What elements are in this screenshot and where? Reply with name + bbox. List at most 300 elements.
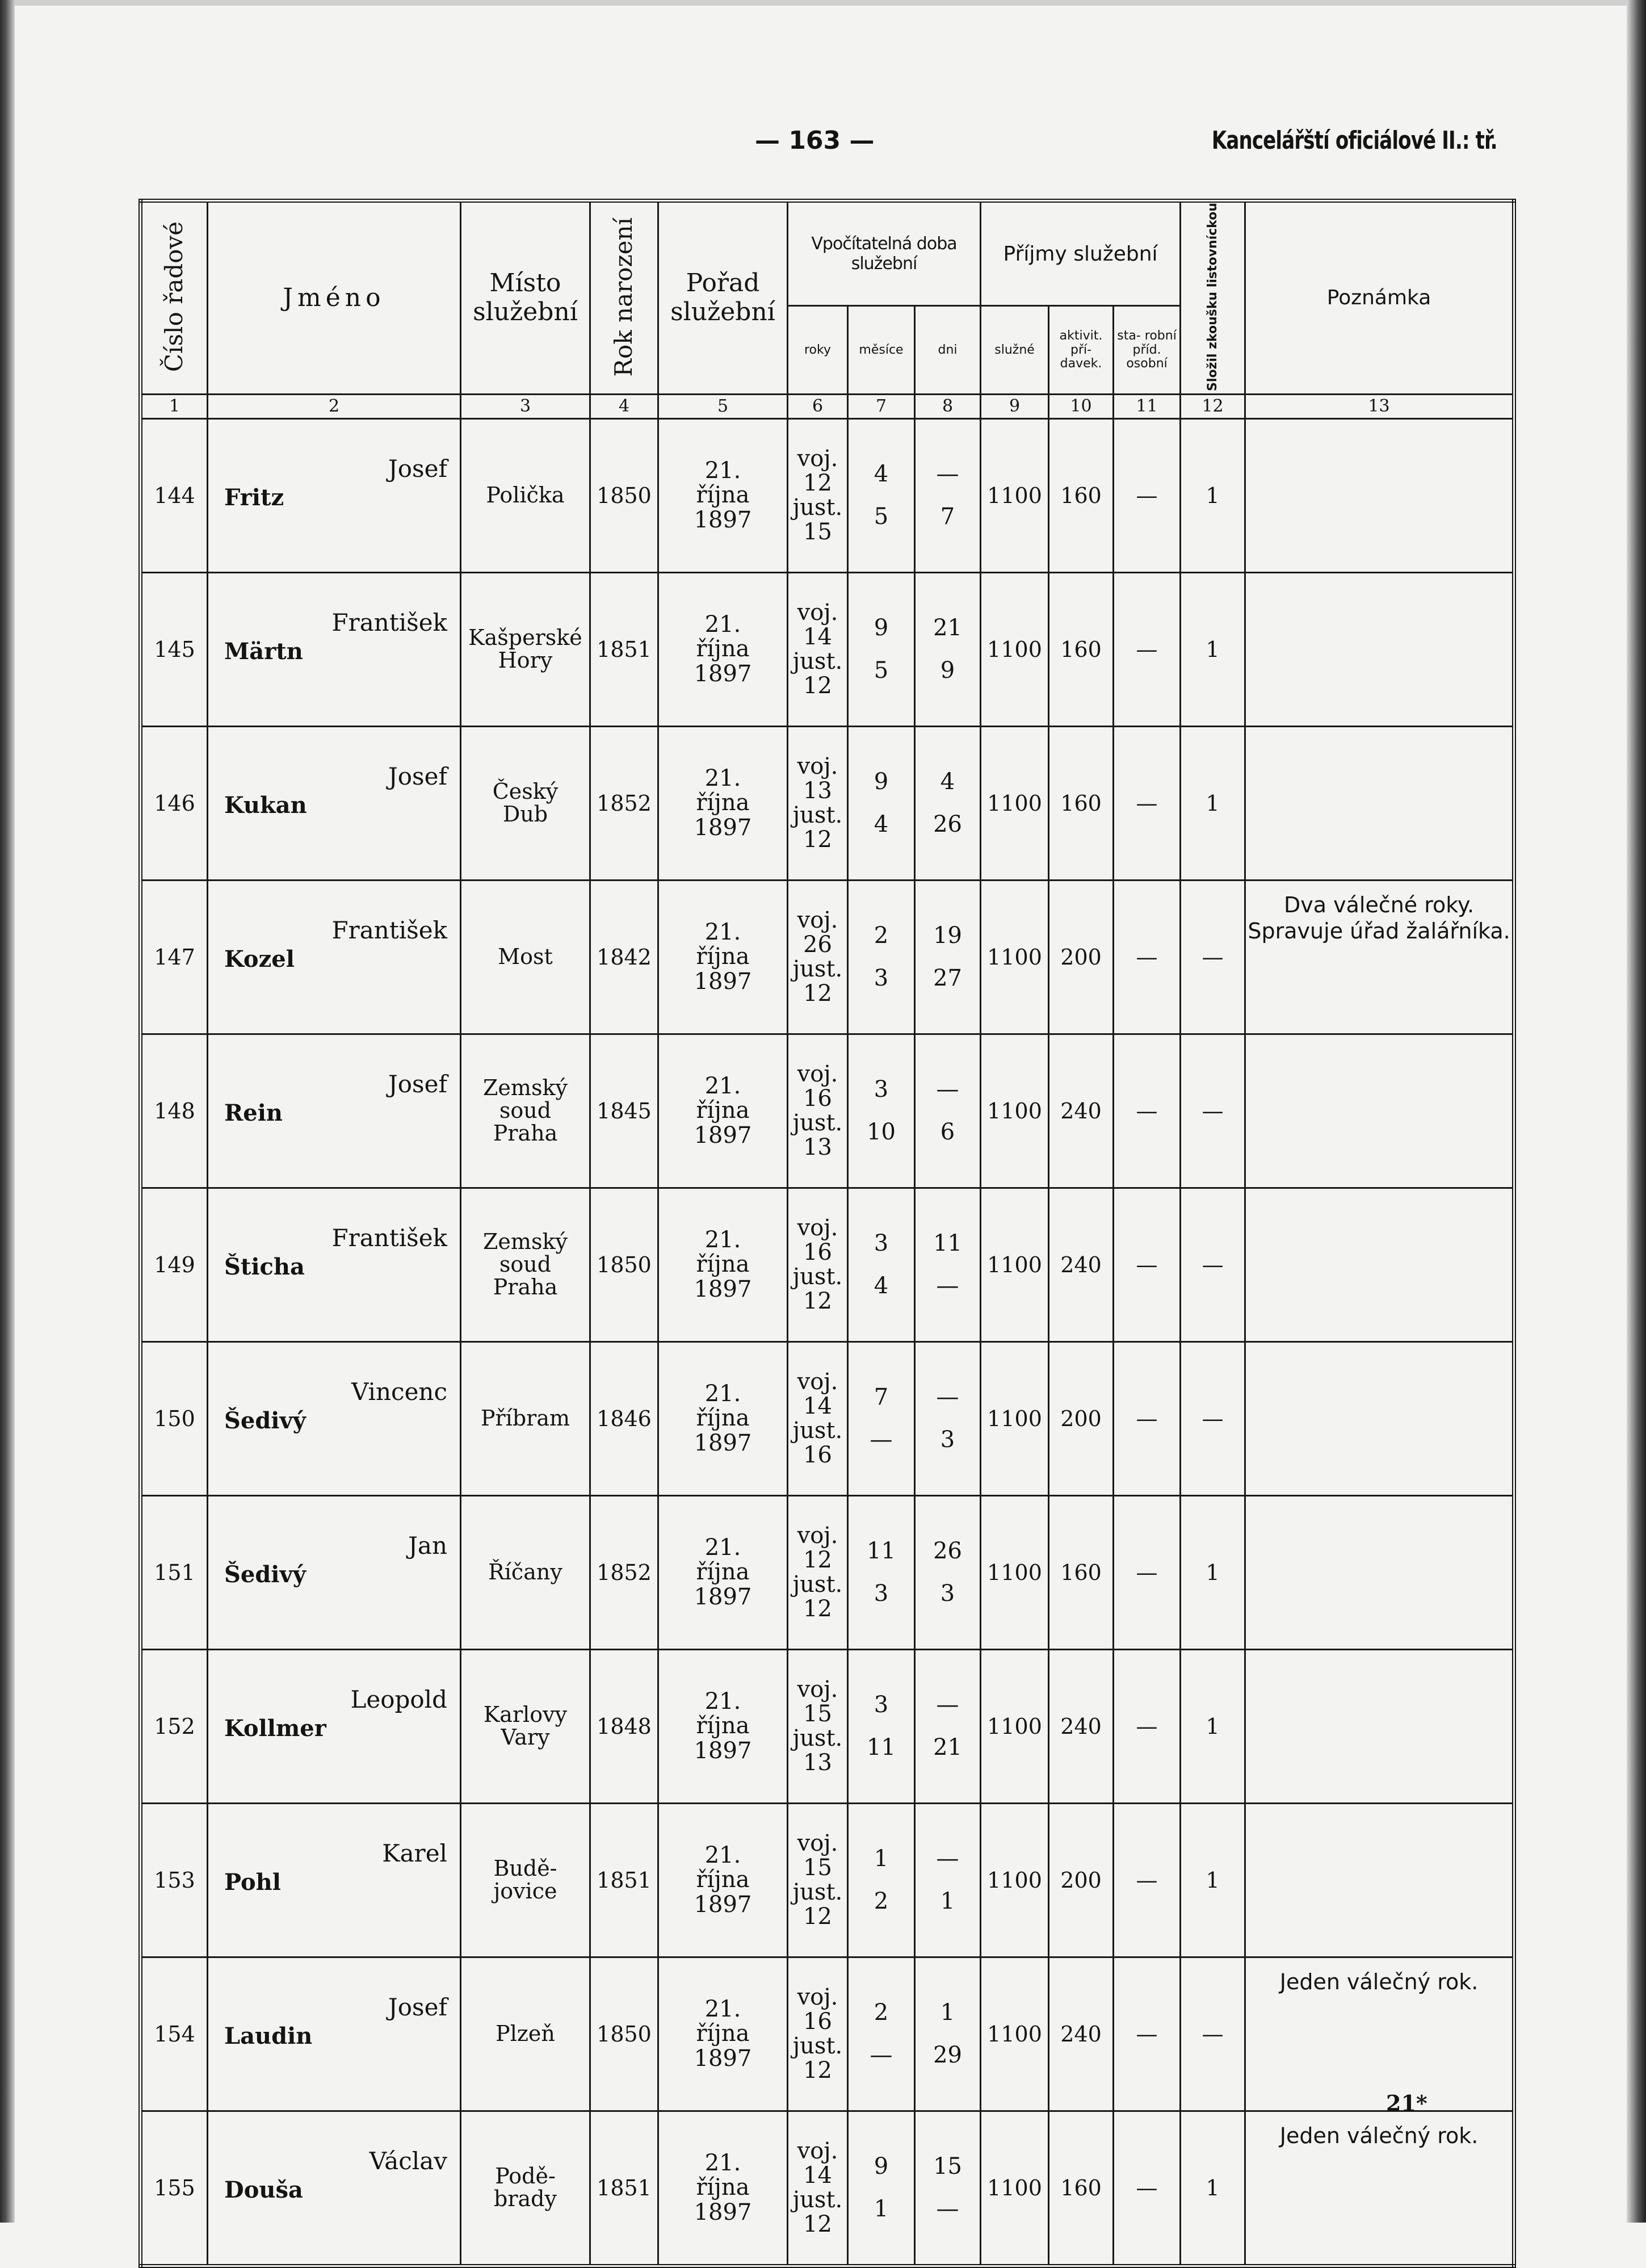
service-order-line: 21.: [704, 1381, 741, 1407]
exam-passed: 1: [1181, 1495, 1245, 1649]
months-value: 3: [874, 1230, 889, 1257]
salary: 1100: [981, 1957, 1049, 2111]
table-row: [141, 1649, 1514, 1803]
service-order-cell: [658, 1957, 788, 2111]
column-number: 5: [658, 394, 788, 418]
col-header-aktivit: aktivit. pří- davek.: [1049, 306, 1114, 395]
note: [1245, 1341, 1514, 1495]
years-cell: [788, 880, 848, 1034]
days-value: 27: [933, 965, 962, 992]
days: [916, 607, 980, 692]
exam-passed: 1: [1181, 726, 1245, 880]
days-value: 1: [940, 1999, 955, 2026]
service-order-line: října: [696, 1405, 750, 1432]
table-row: [141, 1803, 1514, 1957]
months-cell: [848, 1957, 915, 2111]
place-cell: [461, 1341, 590, 1495]
years-cell: [788, 1495, 848, 1649]
place-line: Hory: [498, 647, 553, 673]
register-entries: [141, 418, 1514, 2266]
days: [916, 1530, 980, 1615]
place-cell: [461, 1495, 590, 1649]
place-cell: [461, 1957, 590, 2111]
days: [916, 453, 980, 538]
months: [849, 2145, 914, 2231]
years-line: just.: [792, 2186, 843, 2213]
service-order-line: 1897: [694, 1891, 752, 1918]
activity-allowance: 160: [1049, 572, 1114, 726]
years-line: just.: [792, 1263, 843, 1290]
name-cell: [208, 1957, 461, 2111]
place-cell: [461, 1649, 590, 1803]
col-header-roky: roky: [788, 306, 848, 395]
given-name: Josef: [388, 1070, 447, 1098]
months-cell: [848, 880, 915, 1034]
years: [788, 601, 847, 699]
personal-allowance: —: [1114, 1034, 1181, 1188]
exam-passed: —: [1181, 880, 1245, 1034]
service-order-line: 21.: [704, 1842, 741, 1869]
service-order-cell: [658, 1649, 788, 1803]
exam-passed: —: [1181, 1034, 1245, 1188]
months: [849, 915, 914, 1000]
note: [1245, 726, 1514, 880]
service-order-line: října: [696, 1713, 750, 1739]
service-order-line: 1897: [694, 2045, 752, 2072]
service-order-line: října: [696, 2020, 750, 2047]
surname: Kukan: [224, 791, 307, 819]
table-row: [141, 1188, 1514, 1341]
name-cell: [208, 1803, 461, 1957]
scan-edge-left: [0, 0, 15, 2223]
service-order: [659, 613, 787, 686]
salary: 1100: [981, 1495, 1049, 1649]
name-cell: [208, 726, 461, 880]
service-order-line: října: [696, 1867, 750, 1893]
service-order-line: 21.: [704, 765, 741, 792]
months-cell: [848, 1188, 915, 1341]
place-cell: [461, 418, 590, 572]
col-header-misto: Místo služební: [461, 201, 590, 395]
personal-allowance: —: [1114, 1803, 1181, 1957]
col-header-sluzne: služné: [981, 306, 1049, 395]
years-line: just.: [792, 2032, 843, 2059]
col-header-cislo: Číslo řadové: [141, 201, 208, 395]
years: [788, 1985, 847, 2083]
days-value: —: [936, 461, 959, 488]
table-row: [141, 418, 1514, 572]
years-line: just.: [792, 1571, 843, 1598]
service-order-cell: [658, 2111, 788, 2266]
place-line: Zemský: [483, 1229, 568, 1255]
years-line: 16: [803, 1239, 832, 1265]
given-name: Josef: [388, 454, 447, 483]
place-line: Praha: [493, 1274, 558, 1299]
months-cell: [848, 726, 915, 880]
years-line: just.: [792, 955, 843, 982]
place-cell: [461, 2111, 590, 2266]
column-number: 3: [461, 394, 590, 418]
service-order: [659, 1382, 787, 1456]
name-cell: [208, 418, 461, 572]
years-line: 14: [803, 2162, 832, 2189]
years-line: voj.: [797, 599, 838, 626]
months-value: 9: [874, 2153, 889, 2180]
service-order: [659, 2151, 787, 2225]
place-line: Karlovy: [483, 1702, 568, 1728]
col-header-poznamka: Poznámka: [1245, 201, 1514, 395]
birth-year: 1850: [590, 1957, 658, 2111]
days-value: 21: [933, 615, 962, 642]
months-value: —: [870, 1427, 893, 1453]
days-cell: [915, 726, 981, 880]
surname: Kollmer: [224, 1714, 326, 1742]
days-value: 9: [940, 657, 955, 684]
birth-year: 1842: [590, 880, 658, 1034]
scan-edge-right: [1627, 0, 1646, 2223]
birth-year: 1845: [590, 1034, 658, 1188]
years-line: just.: [792, 1879, 843, 1905]
years: [788, 1524, 847, 1622]
days: [916, 761, 980, 846]
service-order-line: 21.: [704, 1688, 741, 1715]
days-value: —: [936, 1076, 959, 1103]
service-order-line: 21.: [704, 1073, 741, 1100]
years-line: 12: [803, 1288, 832, 1315]
years-cell: [788, 1957, 848, 2111]
place-cell: [461, 572, 590, 726]
days-value: 6: [940, 1119, 955, 1146]
salary: 1100: [981, 572, 1049, 726]
col-header-mesice: měsíce: [848, 306, 915, 395]
place-cell: [461, 726, 590, 880]
printer-signature: 21*: [1386, 2090, 1427, 2116]
surname: Fritz: [224, 484, 284, 511]
years-line: voj.: [797, 445, 838, 472]
row-number: 145: [141, 572, 208, 726]
months: [849, 1376, 914, 1461]
exam-passed: 1: [1181, 572, 1245, 726]
service-order-line: října: [696, 1559, 750, 1586]
surname: Šedivý: [224, 1407, 306, 1434]
place-line: Kašperské: [468, 625, 582, 651]
column-number: 2: [208, 394, 461, 418]
years-line: 14: [803, 1393, 832, 1419]
place-line: Zemský: [483, 1075, 568, 1101]
table-row: [141, 1495, 1514, 1649]
days-value: 4: [940, 769, 955, 795]
service-order-line: 1897: [694, 968, 752, 995]
col-header-prijmy: Příjmy služební: [981, 201, 1181, 306]
personal-allowance: —: [1114, 1341, 1181, 1495]
months: [849, 761, 914, 846]
days-value: 29: [933, 2042, 962, 2069]
personal-allowance: —: [1114, 418, 1181, 572]
given-name: Jan: [408, 1531, 447, 1559]
months-value: 10: [867, 1119, 896, 1146]
years-cell: [788, 726, 848, 880]
months-cell: [848, 1495, 915, 1649]
given-name: František: [331, 1223, 447, 1252]
table-row: [141, 1034, 1514, 1188]
salary: 1100: [981, 1803, 1049, 1957]
salary: 1100: [981, 880, 1049, 1034]
row-number: 146: [141, 726, 208, 880]
years-line: 15: [803, 1854, 832, 1881]
service-order-cell: [658, 1034, 788, 1188]
days-cell: [915, 572, 981, 726]
years-line: 12: [803, 2057, 832, 2084]
months-value: 9: [874, 769, 889, 795]
months-value: 4: [874, 1273, 889, 1299]
column-number: 4: [590, 394, 658, 418]
personal-allowance: —: [1114, 1188, 1181, 1341]
place-line: brady: [494, 2186, 557, 2211]
service-order-line: 1897: [694, 1429, 752, 1456]
name-cell: [208, 1341, 461, 1495]
row-number: 154: [141, 1957, 208, 2111]
service-order-line: 21.: [704, 1535, 741, 1561]
days: [916, 915, 980, 1000]
personal-allowance: —: [1114, 1649, 1181, 1803]
register-table: [138, 199, 1516, 2268]
years-cell: [788, 1034, 848, 1188]
activity-allowance: 240: [1049, 1188, 1114, 1341]
personal-allowance: —: [1114, 1495, 1181, 1649]
service-order-line: 1897: [694, 1122, 752, 1148]
activity-allowance: 160: [1049, 418, 1114, 572]
days-value: —: [936, 1384, 959, 1411]
service-order-line: října: [696, 790, 750, 816]
years-cell: [788, 418, 848, 572]
days-cell: [915, 1957, 981, 2111]
activity-allowance: 240: [1049, 1649, 1114, 1803]
place-cell: [461, 1803, 590, 1957]
col-header-zkouska: Složil zkoušku listovníckou: [1181, 201, 1245, 395]
note: [1245, 1188, 1514, 1341]
place-line: Český: [492, 779, 559, 804]
column-number-row: [141, 394, 1514, 418]
birth-year: 1850: [590, 418, 658, 572]
service-order: [659, 920, 787, 994]
service-order-cell: [658, 1803, 788, 1957]
activity-allowance: 160: [1049, 726, 1114, 880]
days: [916, 2145, 980, 2231]
row-number: 153: [141, 1803, 208, 1957]
personal-allowance: —: [1114, 2111, 1181, 2266]
years: [788, 1678, 847, 1776]
birth-year: 1848: [590, 1649, 658, 1803]
place-line: soud: [499, 1251, 552, 1277]
years-cell: [788, 1188, 848, 1341]
name-cell: [208, 2111, 461, 2266]
months-value: 3: [874, 965, 889, 992]
service-order-line: 1897: [694, 814, 752, 841]
years: [788, 1370, 847, 1468]
name-cell: [208, 1649, 461, 1803]
note: Dva válečné roky. Spravuje úřad žalářníka.: [1245, 880, 1514, 1034]
years-line: voj.: [797, 1830, 838, 1856]
given-name: Karel: [382, 1839, 447, 1867]
years-line: voj.: [797, 753, 838, 779]
days-cell: [915, 418, 981, 572]
service-order-line: 21.: [704, 1996, 741, 2023]
activity-allowance: 200: [1049, 1803, 1114, 1957]
table-row: [141, 1957, 1514, 2111]
place-line: Plzeň: [496, 2020, 555, 2046]
days-value: —: [936, 1692, 959, 1718]
months-value: 3: [874, 1581, 889, 1607]
activity-allowance: 240: [1049, 1957, 1114, 2111]
col-header-porad: Pořad služební: [658, 201, 788, 395]
exam-passed: 1: [1181, 2111, 1245, 2266]
service-order: [659, 766, 787, 840]
years-line: voj.: [797, 1522, 838, 1549]
service-order-cell: [658, 418, 788, 572]
years: [788, 754, 847, 853]
service-order-line: 21.: [704, 611, 741, 638]
years-line: 13: [803, 1750, 832, 1776]
activity-allowance: 200: [1049, 1341, 1114, 1495]
days-cell: [915, 1803, 981, 1957]
row-number: 151: [141, 1495, 208, 1649]
years: [788, 2139, 847, 2237]
service-order-cell: [658, 1341, 788, 1495]
birth-year: 1846: [590, 1341, 658, 1495]
days-cell: [915, 1341, 981, 1495]
note: [1245, 1495, 1514, 1649]
place-line: Most: [498, 944, 553, 969]
column-number: 7: [848, 394, 915, 418]
table-row: [141, 2111, 1514, 2266]
years-line: 12: [803, 827, 832, 853]
service-order-line: 1897: [694, 506, 752, 533]
salary: 1100: [981, 726, 1049, 880]
months: [849, 1530, 914, 1615]
column-number: 12: [1181, 394, 1245, 418]
place-line: Říčany: [488, 1559, 562, 1584]
service-order-line: 21.: [704, 458, 741, 484]
years-line: 26: [803, 931, 832, 958]
birth-year: 1852: [590, 1495, 658, 1649]
personal-allowance: —: [1114, 572, 1181, 726]
days: [916, 1992, 980, 2077]
place-line: Praha: [493, 1120, 558, 1146]
days-cell: [915, 1188, 981, 1341]
service-order: [659, 1690, 787, 1763]
months-value: 11: [867, 1734, 896, 1761]
months-cell: [848, 1034, 915, 1188]
years-line: voj.: [797, 1984, 838, 2010]
days-value: 19: [933, 923, 962, 949]
months-value: 4: [874, 461, 889, 488]
surname: Šticha: [224, 1253, 305, 1280]
years: [788, 1831, 847, 1930]
given-name: František: [331, 916, 447, 944]
days-cell: [915, 2111, 981, 2266]
activity-allowance: 160: [1049, 1495, 1114, 1649]
years-line: voj.: [797, 1368, 838, 1395]
name-cell: [208, 1495, 461, 1649]
place-line: Budě-: [493, 1856, 557, 1881]
activity-allowance: 200: [1049, 880, 1114, 1034]
years: [788, 1062, 847, 1160]
months: [849, 607, 914, 692]
col-header-rok: Rok narození: [590, 201, 658, 395]
service-order-line: října: [696, 1251, 750, 1278]
months-value: 2: [874, 1888, 889, 1915]
service-order-line: 1897: [694, 1276, 752, 1302]
place-line: soud: [499, 1097, 552, 1123]
days: [916, 1068, 980, 1154]
service-order-cell: [658, 572, 788, 726]
days: [916, 1838, 980, 1923]
surname: Laudin: [224, 2022, 313, 2049]
note: Jeden válečný rok.: [1245, 1957, 1514, 2111]
birth-year: 1851: [590, 1803, 658, 1957]
days-value: 26: [933, 1538, 962, 1565]
exam-passed: 1: [1181, 1649, 1245, 1803]
col-header-dni: dni: [915, 306, 981, 395]
salary: 1100: [981, 418, 1049, 572]
days-cell: [915, 1495, 981, 1649]
years-line: 13: [803, 1134, 832, 1161]
exam-passed: —: [1181, 1957, 1245, 2111]
surname: Šedivý: [224, 1561, 306, 1588]
years-line: voj.: [797, 907, 838, 933]
column-number: 1: [141, 394, 208, 418]
years-line: voj.: [797, 2137, 838, 2164]
service-order-line: října: [696, 482, 750, 509]
scan-edge-top: [0, 0, 1646, 6]
years-line: 12: [803, 1546, 832, 1573]
name-cell: [208, 572, 461, 726]
surname: Pohl: [224, 1868, 281, 1896]
years-line: 15: [803, 1700, 832, 1727]
activity-allowance: 160: [1049, 2111, 1114, 2266]
birth-year: 1852: [590, 726, 658, 880]
row-number: 155: [141, 2111, 208, 2266]
given-name: Vincenc: [351, 1377, 447, 1406]
row-number: 149: [141, 1188, 208, 1341]
activity-allowance: 240: [1049, 1034, 1114, 1188]
years-line: just.: [792, 1109, 843, 1136]
months: [849, 1684, 914, 1769]
years-line: 13: [803, 777, 832, 804]
place-line: Příbram: [480, 1405, 570, 1431]
years-line: 16: [803, 1442, 832, 1469]
exam-passed: 1: [1181, 1803, 1245, 1957]
table-row: [141, 726, 1514, 880]
months-value: 4: [874, 811, 889, 838]
col-header-jmeno: Jméno: [208, 201, 461, 395]
months-value: 9: [874, 615, 889, 642]
years-cell: [788, 1341, 848, 1495]
place-line: Podě-: [495, 2164, 556, 2189]
row-number: 152: [141, 1649, 208, 1803]
service-order-line: 21.: [704, 919, 741, 946]
months-value: 3: [874, 1076, 889, 1103]
service-order-line: 1897: [694, 2199, 752, 2225]
days: [916, 1684, 980, 1769]
days-value: 21: [933, 1734, 962, 1761]
column-number: 10: [1049, 394, 1114, 418]
days-value: 11: [933, 1230, 962, 1257]
months-value: 5: [874, 657, 889, 684]
days-cell: [915, 1034, 981, 1188]
service-order-line: října: [696, 2174, 750, 2201]
months: [849, 1068, 914, 1154]
